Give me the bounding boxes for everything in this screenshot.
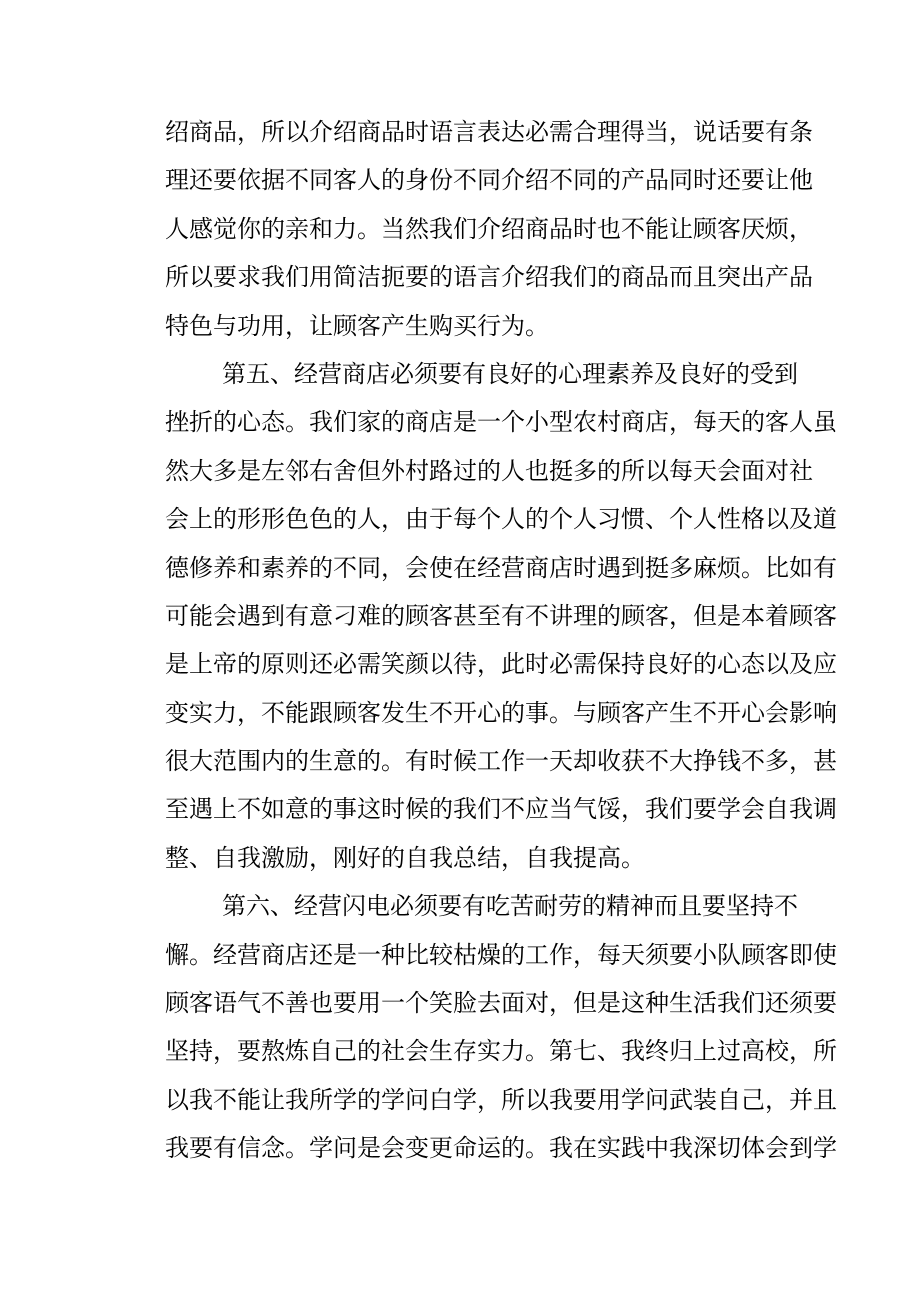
text-line: 特色与功用，让顾客产生购买行为。 (165, 311, 549, 340)
text-line: 很大范围内的生意的。有时候工作一天却收获不大挣钱不多，甚 (165, 747, 837, 776)
text-line: 会上的形形色色的人，由于每个人的个人习惯、个人性格以及道 (165, 505, 837, 534)
text-line: 我要有信念。学问是会变更命运的。我在实践中我深切体会到学 (165, 1134, 837, 1163)
text-line: 可能会遇到有意刁难的顾客甚至有不讲理的顾客，但是本着顾客 (165, 601, 837, 630)
document-body (165, 108, 837, 1173)
text-line: 人感觉你的亲和力。当然我们介绍商品时也不能让顾客厌烦， (165, 214, 813, 243)
paragraph-1 (165, 108, 825, 350)
text-line: 所以要求我们用简洁扼要的语言介绍我们的商品而且突出产品 (165, 263, 813, 292)
text-line: 整、自我激励，刚好的自我总结，自我提高。 (165, 843, 645, 872)
text-line: 懈。经营商店还是一种比较枯燥的工作，每天须要小队顾客即使 (165, 940, 837, 969)
text-line: 顾客语气不善也要用一个笑脸去面对，但是这种生活我们还须要 (165, 989, 837, 1018)
text-line: 挫折的心态。我们家的商店是一个小型农村商店，每天的客人虽 (165, 408, 837, 437)
text-line: 然大多是左邻右舍但外村路过的人也挺多的所以每天会面对社 (165, 456, 813, 485)
paragraph-2 (165, 350, 837, 882)
text-line: 变实力，不能跟顾客发生不开心的事。与顾客产生不开心会影响 (165, 698, 837, 727)
text-line: 至遇上不如意的事这时候的我们不应当气馁，我们要学会自我调 (165, 795, 837, 824)
text-line: 是上帝的原则还必需笑颜以待，此时必需保持良好的心态以及应 (165, 650, 837, 679)
text-line: 理还要依据不同客人的身份不同介绍不同的产品同时还要让他 (165, 166, 813, 195)
text-line: 绍商品，所以介绍商品时语言表达必需合理得当，说话要有条 (165, 118, 813, 146)
text-line: 第五、经营商店必须要有良好的心理素养及良好的受到 (222, 359, 798, 388)
paragraph-3 (165, 882, 837, 1172)
text-line: 第六、经营闪电必须要有吃苦耐劳的精神而且要坚持不 (222, 892, 798, 921)
text-line: 坚持，要熬炼自己的社会生存实力。第七、我终归上过高校，所 (165, 1037, 837, 1066)
text-line: 以我不能让我所学的学问白学，所以我要用学问武装自己，并且 (165, 1085, 837, 1114)
text-line: 德修养和素养的不同，会使在经营商店时遇到挺多麻烦。比如有 (165, 553, 837, 582)
